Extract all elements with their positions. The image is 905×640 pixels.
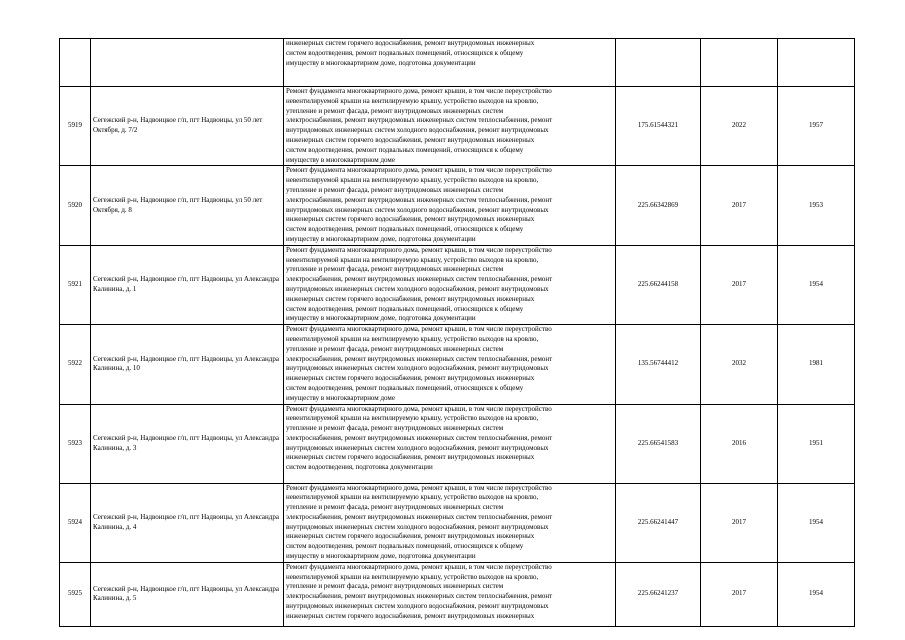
works-line: имуществу в многоквартирном доме	[286, 393, 395, 402]
works-line: утепление и ремонт фасада, ремонт внутридомовых инженерных систем	[286, 344, 504, 353]
address-cell: Сегежский р-н, Надвоицкое г/п, пгт Надвоицы, ул Александра Калинина, д. 3	[91, 404, 284, 483]
address-cell: Сегежский р-н, Надвоицкое г/п, пгт Надвоицы, ул Александра Калинина, д. 1	[91, 245, 284, 324]
works-line: Ремонт фундамента многоквартирного дома, ремонт крыши, в том числе переустройство	[286, 404, 552, 413]
works-line: систем водоотведения, ремонт подвальных помещений, относящихся к общему	[286, 48, 524, 57]
works-line: невентилируемой крыши на вентилируемую крышу, устройство выходов на кровлю,	[286, 493, 539, 502]
works-cell	[284, 404, 616, 483]
repair-program-table	[59, 38, 855, 627]
works-line: утепление и ремонт фасада, ремонт внутридомовых инженерных систем	[286, 582, 504, 591]
table-row	[60, 87, 855, 166]
works-cell	[284, 562, 616, 626]
works-line: утепление и ремонт фасада, ремонт внутридомовых инженерных систем	[286, 424, 504, 433]
address-cell: Сегежский р-н, Надвоицкое г/п, пгт Надвоицы, ул Александра Калинина, д. 4	[91, 483, 284, 562]
works-line: систем водоотведения, ремонт подвальных помещений, относящихся к общему	[286, 304, 524, 313]
works-line: инженерных систем горячего водоснабжения, ремонт внутридомовых инженерных	[286, 294, 535, 303]
works-cell	[284, 483, 616, 562]
table-row	[60, 39, 855, 87]
works-cell	[284, 87, 616, 166]
works-line: Ремонт фундамента многоквартирного дома, ремонт крыши, в том числе переустройство	[286, 166, 552, 175]
works-line: электроснабжения, ремонт внутридомовых инженерных систем теплоснабжения, ремонт	[286, 592, 553, 601]
works-line: невентилируемой крыши на вентилируемую крышу, устройство выходов на кровлю,	[286, 572, 539, 581]
table-row	[60, 325, 855, 404]
built-year-cell: 1954	[778, 562, 855, 626]
works-line: Ремонт фундамента многоквартирного дома, ремонт крыши, в том числе переустройство	[286, 87, 552, 95]
area-cell: 225.66241237	[616, 562, 701, 626]
area-cell: 225.66541583	[616, 404, 701, 483]
works-line: электроснабжения, ремонт внутридомовых инженерных систем теплоснабжения, ремонт	[286, 354, 553, 363]
works-line: инженерных систем горячего водоснабжения, ремонт внутридомовых инженерных	[286, 215, 535, 224]
works-cell	[284, 245, 616, 324]
works-cell	[284, 166, 616, 245]
built-year-cell: 1954	[778, 483, 855, 562]
works-line: внутридомовых инженерных систем холодного водоснабжения, ремонт внутридомовых	[286, 126, 549, 135]
area-cell: 225.66241447	[616, 483, 701, 562]
works-line: утепление и ремонт фасада, ремонт внутридомовых инженерных систем	[286, 503, 504, 512]
area-cell: 225.66244158	[616, 245, 701, 324]
works-line: инженерных систем горячего водоснабжения, ремонт внутридомовых инженерных	[286, 135, 535, 144]
works-line: внутридомовых инженерных систем холодного водоснабжения, ремонт внутридомовых	[286, 522, 549, 531]
works-line: инженерных систем горячего водоснабжения, ремонт внутридомовых инженерных	[286, 611, 535, 620]
row-number	[60, 39, 91, 87]
works-line: невентилируемой крыши на вентилируемую крышу, устройство выходов на кровлю,	[286, 176, 539, 185]
row-number: 5922	[60, 325, 91, 404]
works-line: утепление и ремонт фасада, ремонт внутридомовых инженерных систем	[286, 185, 504, 194]
works-line: систем водоотведения, ремонт подвальных помещений, относящихся к общему	[286, 225, 524, 234]
works-line: невентилируемой крыши на вентилируемую крышу, устройство выходов на кровлю,	[286, 96, 539, 105]
works-line: инженерных систем горячего водоснабжения, ремонт внутридомовых инженерных	[286, 374, 535, 383]
built-year-cell: 1951	[778, 404, 855, 483]
works-cell	[284, 325, 616, 404]
planned-year-cell: 2017	[701, 562, 778, 626]
works-line: внутридомовых инженерных систем холодного водоснабжения, ремонт внутридомовых	[286, 443, 549, 452]
address-cell: Сегежский р-н, Надвоицкое г/п, пгт Надвоицы, ул 50 лет Октября, д. 8	[91, 166, 284, 245]
works-line: систем водоотведения, ремонт подвальных помещений, относящихся к общему	[286, 145, 524, 154]
built-year-cell: 1954	[778, 245, 855, 324]
works-line: внутридомовых инженерных систем холодного водоснабжения, ремонт внутридомовых	[286, 205, 549, 214]
address-cell: Сегежский р-н, Надвоицкое г/п, пгт Надвоицы, ул Александра Калинина, д. 5	[91, 562, 284, 626]
row-number: 5925	[60, 562, 91, 626]
table-row	[60, 483, 855, 562]
works-line: электроснабжения, ремонт внутридомовых инженерных систем теплоснабжения, ремонт	[286, 433, 553, 442]
works-line: имуществу в многоквартирном доме, подготовка документации	[286, 314, 476, 323]
works-line: инженерных систем горячего водоснабжения, ремонт внутридомовых инженерных	[286, 453, 535, 462]
works-line: имуществу в многоквартирном доме, подготовка документации	[286, 234, 476, 243]
planned-year-cell: 2017	[701, 166, 778, 245]
planned-year-cell	[701, 39, 778, 87]
works-cell	[284, 39, 616, 87]
works-line: Ремонт фундамента многоквартирного дома, ремонт крыши, в том числе переустройство	[286, 483, 552, 492]
works-line: Ремонт фундамента многоквартирного дома, ремонт крыши, в том числе переустройство	[286, 325, 552, 334]
document-page	[59, 38, 854, 627]
area-cell: 175.61544321	[616, 87, 701, 166]
row-number: 5919	[60, 87, 91, 166]
works-line: электроснабжения, ремонт внутридомовых инженерных систем теплоснабжения, ремонт	[286, 195, 553, 204]
works-line: утепление и ремонт фасада, ремонт внутридомовых инженерных систем	[286, 265, 504, 274]
works-line: внутридомовых инженерных систем холодного водоснабжения, ремонт внутридомовых	[286, 284, 549, 293]
works-line: внутридомовых инженерных систем холодного водоснабжения, ремонт внутридомовых	[286, 602, 549, 611]
built-year-cell: 1981	[778, 325, 855, 404]
address-cell: Сегежский р-н, Надвоицкое г/п, пгт Надвоицы, ул 50 лет Октября, д. 7/2	[91, 87, 284, 166]
works-line: невентилируемой крыши на вентилируемую крышу, устройство выходов на кровлю,	[286, 255, 539, 264]
planned-year-cell: 2017	[701, 245, 778, 324]
area-cell: 135.56744412	[616, 325, 701, 404]
works-line: невентилируемой крыши на вентилируемую крышу, устройство выходов на кровлю,	[286, 334, 539, 343]
works-line: инженерных систем горячего водоснабжения, ремонт внутридомовых инженерных	[286, 39, 535, 47]
area-cell	[616, 39, 701, 87]
row-number: 5924	[60, 483, 91, 562]
works-line: невентилируемой крыши на вентилируемую крышу, устройство выходов на кровлю,	[286, 414, 539, 423]
table-row	[60, 245, 855, 324]
row-number: 5920	[60, 166, 91, 245]
works-line: систем водоотведения, подготовка документации	[286, 463, 433, 472]
works-line: электроснабжения, ремонт внутридомовых инженерных систем теплоснабжения, ремонт	[286, 512, 553, 521]
planned-year-cell: 2016	[701, 404, 778, 483]
table-row	[60, 166, 855, 245]
built-year-cell: 1957	[778, 87, 855, 166]
table-row	[60, 404, 855, 483]
area-cell: 225.66342869	[616, 166, 701, 245]
planned-year-cell: 2022	[701, 87, 778, 166]
works-line: утепление и ремонт фасада, ремонт внутридомовых инженерных систем	[286, 106, 504, 115]
works-line: электроснабжения, ремонт внутридомовых инженерных систем теплоснабжения, ремонт	[286, 116, 553, 125]
works-line: имуществу в многоквартирном доме, подготовка документации	[286, 58, 476, 67]
row-number: 5923	[60, 404, 91, 483]
works-line: Ремонт фундамента многоквартирного дома, ремонт крыши, в том числе переустройство	[286, 562, 552, 571]
works-line: систем водоотведения, ремонт подвальных помещений, относящихся к общему	[286, 383, 524, 392]
address-cell	[91, 39, 284, 87]
row-number: 5921	[60, 245, 91, 324]
planned-year-cell: 2032	[701, 325, 778, 404]
works-line: электроснабжения, ремонт внутридомовых инженерных систем теплоснабжения, ремонт	[286, 275, 553, 284]
built-year-cell	[778, 39, 855, 87]
works-line: инженерных систем горячего водоснабжения, ремонт внутридомовых инженерных	[286, 532, 535, 541]
planned-year-cell: 2017	[701, 483, 778, 562]
built-year-cell: 1953	[778, 166, 855, 245]
address-cell: Сегежский р-н, Надвоицкое г/п, пгт Надвоицы, ул Александра Калинина, д. 10	[91, 325, 284, 404]
works-line: внутридомовых инженерных систем холодного водоснабжения, ремонт внутридомовых	[286, 364, 549, 373]
works-line: имуществу в многоквартирном доме, подготовка документации	[286, 552, 476, 561]
table-row	[60, 562, 855, 626]
works-line: систем водоотведения, ремонт подвальных помещений, относящихся к общему	[286, 542, 524, 551]
works-line: Ремонт фундамента многоквартирного дома, ремонт крыши, в том числе переустройство	[286, 245, 552, 254]
works-line: имуществу в многоквартирном доме	[286, 155, 395, 164]
